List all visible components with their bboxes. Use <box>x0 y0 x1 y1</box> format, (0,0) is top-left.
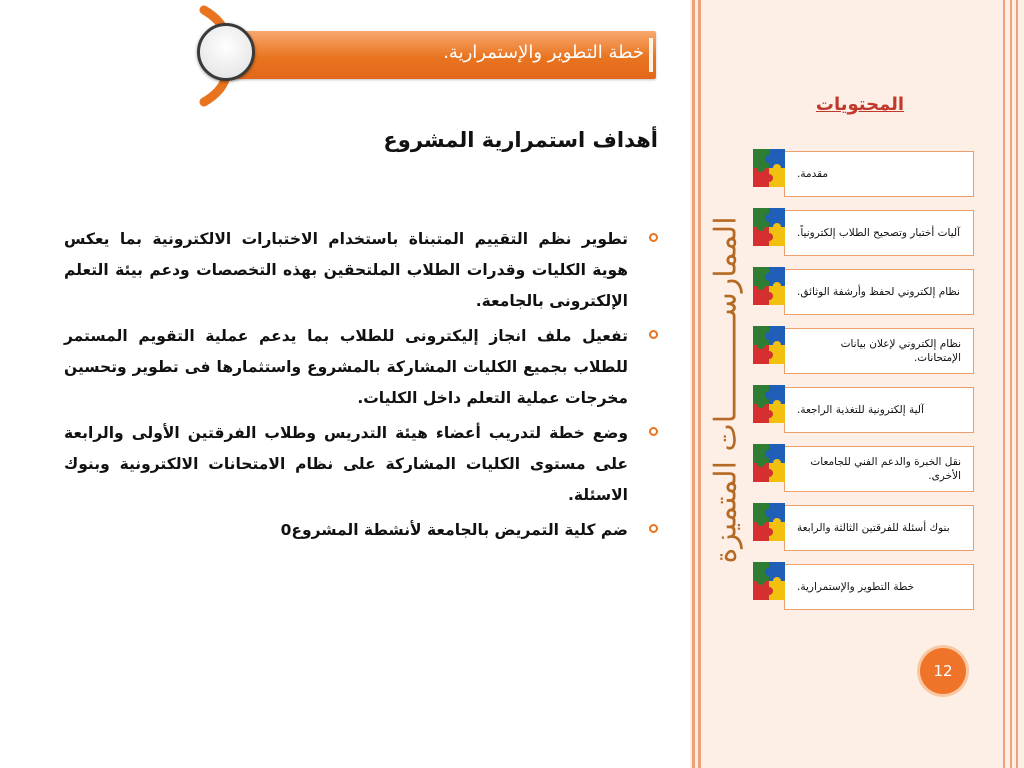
vertical-title-text: الممارســـــــــــات المتميزة <box>708 216 744 564</box>
list-item: ضم كلية التمريض بالجامعة لأنشطة المشروع0 <box>64 515 658 546</box>
toc-item-question-banks[interactable]: بنوك أسئلة للفرقتين الثالثة والرابعة <box>784 505 974 551</box>
puzzle-icon <box>752 384 786 424</box>
toc-item-exam-announcements[interactable]: نظام إلكتروني لإعلان بيانات الإمتحانات. <box>784 328 974 374</box>
bullet-icon <box>649 330 658 339</box>
puzzle-icon <box>752 325 786 365</box>
toc-item-development-plan[interactable]: خطة التطوير والإستمرارية. <box>784 564 974 610</box>
objectives-list <box>64 224 658 550</box>
toc-item-feedback[interactable]: آلية إلكترونية للتغذية الراجعة. <box>784 387 974 433</box>
puzzle-icon <box>752 502 786 542</box>
list-item: وضع خطة لتدريب أعضاء هيئة التدريس وطلاب الفرقتين الأولى والرابعة على مستوى الكليات المشاركة على نظام الامتحانات الالكترونية وبنوك الاسئلة. <box>64 418 658 511</box>
bullet-icon <box>649 427 658 436</box>
banner-title: خطة التطوير والإستمرارية. <box>443 42 644 63</box>
stripe-line <box>692 0 695 768</box>
puzzle-icon <box>752 207 786 247</box>
bullet-icon <box>649 233 658 242</box>
banner-circle-icon <box>197 23 255 81</box>
puzzle-icon <box>752 266 786 306</box>
stripe-line <box>1016 0 1018 768</box>
page-number: 12 <box>920 648 966 694</box>
toc-item-archive[interactable]: نظام إلكتروني لحفظ وأرشفة الوثائق. <box>784 269 974 315</box>
puzzle-icon <box>752 443 786 483</box>
section-heading: أهداف استمرارية المشروع <box>383 128 658 152</box>
bullet-icon <box>649 524 658 533</box>
contents-title: المحتويات <box>815 94 905 115</box>
puzzle-icon <box>752 148 786 188</box>
toc-item-experience-transfer[interactable]: نقل الخبرة والدعم الفني للجامعات الأخرى. <box>784 446 974 492</box>
toc-item-intro[interactable]: مقدمة. <box>784 151 974 197</box>
stripe-line <box>698 0 701 768</box>
list-item: تطوير نظم التقييم المتبناة باستخدام الاختبارات الالكترونية بما يعكس هوية الكليات وقدرات الطلاب الملتحقين بهذه التخصصات ودعم بيئة التعلم الإلكترونى بالجامعة. <box>64 224 658 317</box>
toc-item-exams[interactable]: آليات أختبار وتصحيح الطلاب إلكترونياً. <box>784 210 974 256</box>
list-item: تفعيل ملف انجاز إليكترونى للطلاب بما يدعم عملية التقويم المستمر للطلاب بجميع الكليات المشاركة بالمشروع واستثمارها فى تطوير وتحسين مخرجات عملية التعلم داخل الكليات. <box>64 321 658 414</box>
banner-accent-bar <box>649 38 653 72</box>
puzzle-icon <box>752 561 786 601</box>
stripe-line <box>1010 0 1012 768</box>
vertical-title <box>704 90 748 690</box>
stripe-line <box>1003 0 1005 768</box>
